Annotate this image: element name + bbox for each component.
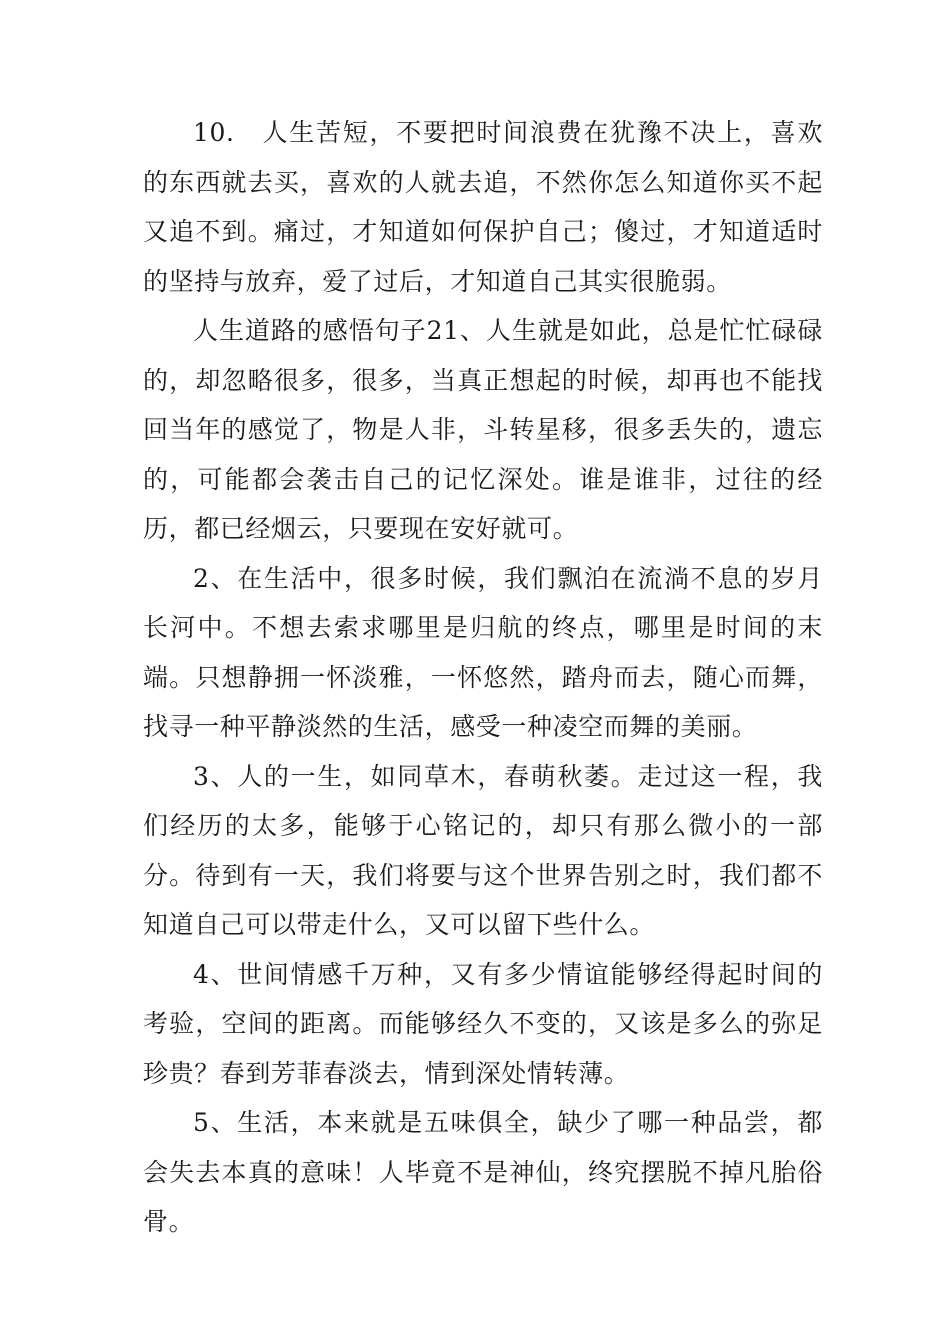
document-body [143,108,823,1247]
paragraph-1: 10. 人生苦短，不要把时间浪费在犹豫不决上，喜欢的东西就去买，喜欢的人就去追，不然你怎么知道你买不起又追不到。痛过，才知道如何保护自己；傻过，才知道适时的坚持与放弃，爱了过后，才知道自己其实很脆弱。 [143,118,823,296]
paragraph-3: 2、在生活中，很多时候，我们飘泊在流淌不息的岁月长河中。不想去索求哪里是归航的终点，哪里是时间的末端。只想静拥一怀淡雅，一怀悠然，踏舟而去，随心而舞，找寻一种平静淡然的生活，感受一种凌空而舞的美丽。 [143,563,823,741]
paragraph-2: 人生道路的感悟句子21、人生就是如此，总是忙忙碌碌的，却忽略很多，很多，当真正想起的时候，却再也不能找回当年的感觉了，物是人非，斗转星移，很多丢失的，遗忘的，可能都会袭击自己的记忆深处。谁是谁非，过往的经历，都已经烟云，只要现在安好就可。 [143,316,823,543]
paragraph-5: 4、世间情感千万种，又有多少情谊能够经得起时间的考验，空间的距离。而能够经久不变的，又该是多么的弥足珍贵？春到芳菲春淡去，情到深处情转薄。 [143,959,823,1088]
paragraph-4: 3、人的一生，如同草木，春萌秋萎。走过这一程，我们经历的太多，能够于心铭记的，却只有那么微小的一部分。待到有一天，我们将要与这个世界告别之时，我们都不知道自己可以带走什么，又可以留下些什么。 [143,761,823,939]
paragraph-6: 5、生活，本来就是五味俱全，缺少了哪一种品尝，都会失去本真的意味！人毕竟不是神仙，终究摆脱不掉凡胎俗骨。 [143,1108,823,1236]
